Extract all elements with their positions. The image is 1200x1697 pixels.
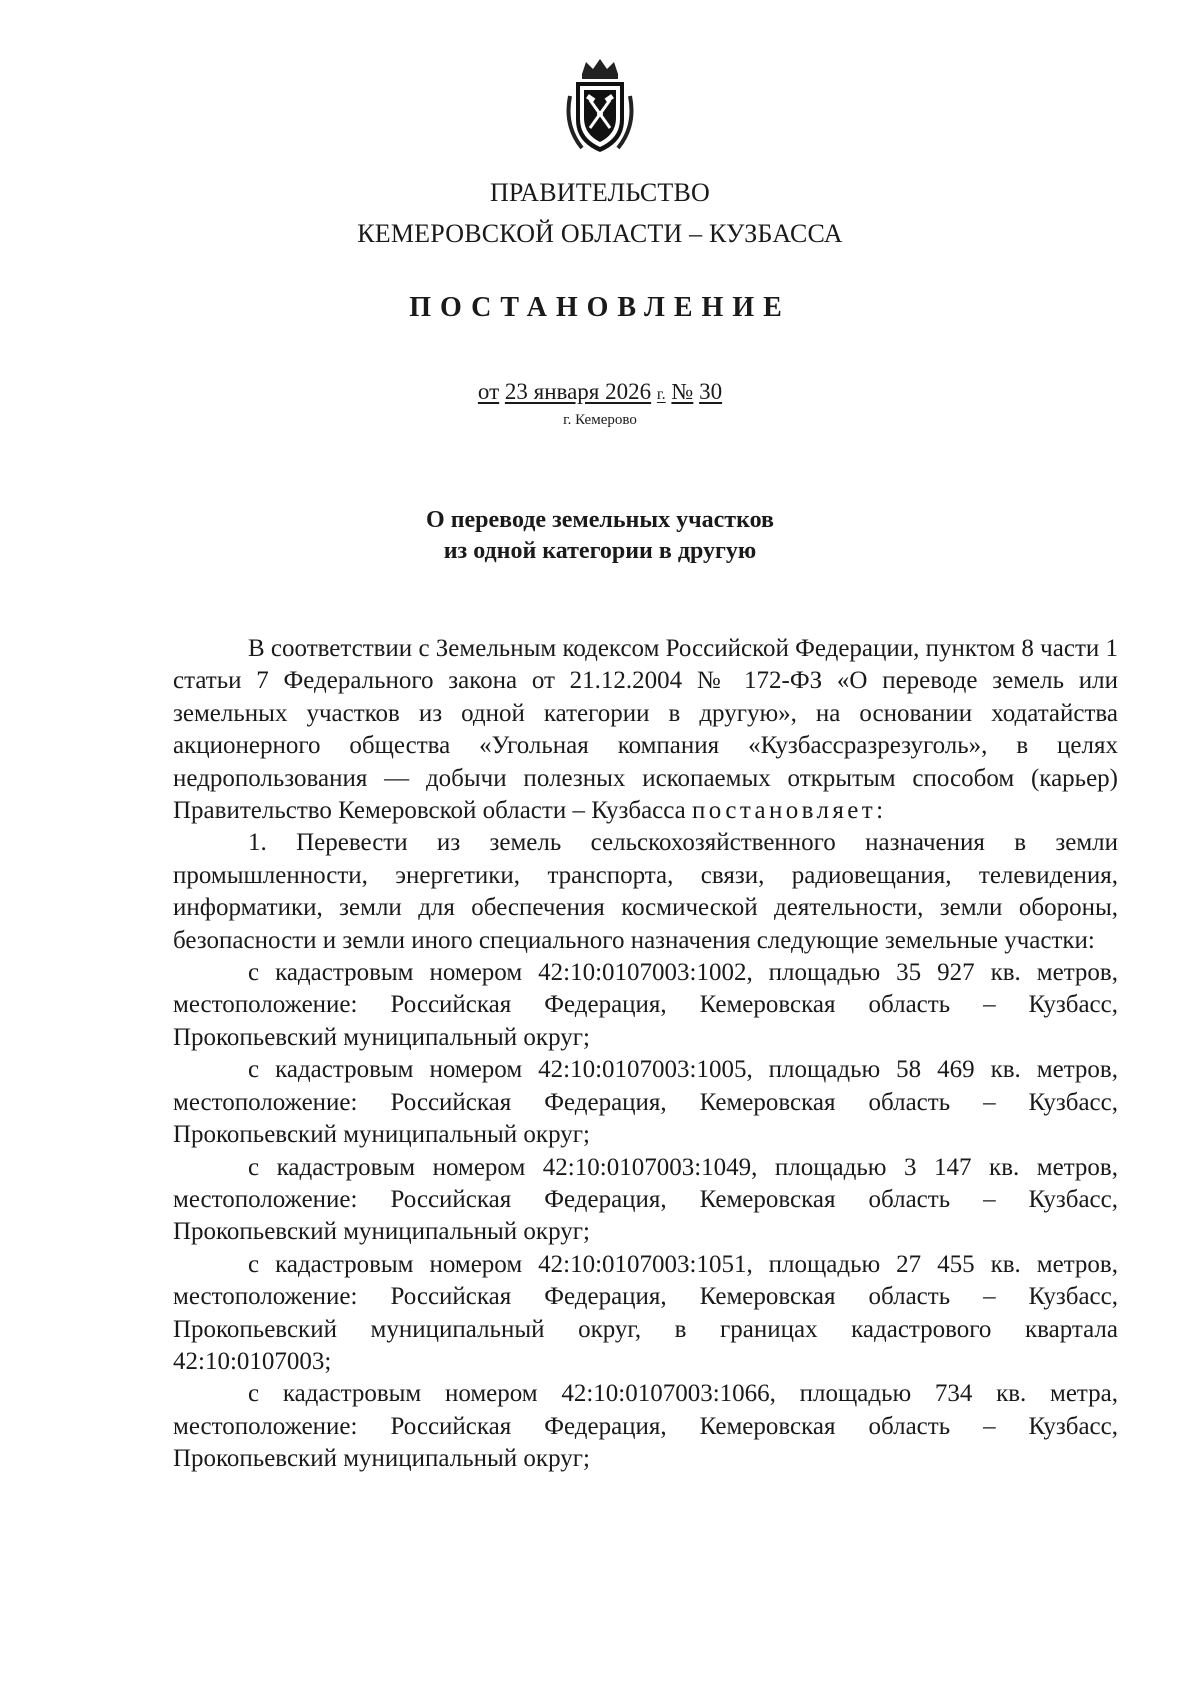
date-number-line bbox=[0, 379, 1200, 405]
coat-of-arms-icon bbox=[560, 56, 640, 156]
subject-line1: О переводе земельных участков bbox=[426, 507, 774, 533]
document-type-title: ПОСТАНОВЛЕНИЕ bbox=[409, 292, 791, 323]
preamble-paragraph bbox=[173, 633, 1118, 827]
preamble-text: В соответствии с Земельным кодексом Российской Федерации, пунктом 8 части 1 статьи 7 Федерального закона от 21.12.2004 № 172-ФЗ «О переводе земель или земельных участков из одной категории в другую», на основании ходатайства акционерного общества «Угольная компания «Кузбассразрезуголь», в целях недропользования — добычи полезных ископаемых открытым способом (карьер) Правительство Кемеровской области – Кузбасса bbox=[173, 635, 1118, 825]
parcel-paragraph: с кадастровым номером 42:10:0107003:1051, площадью 27 455 кв. метров, местоположение: Российская Федерация, Кемеровская область – Кузбасс, Прокопьевский муниципальный округ, в границах кадастрового квартала 42:10:0107003; bbox=[173, 1250, 1118, 1375]
parcel-paragraph: с кадастровым номером 42:10:0107003:1002, площадью 35 927 кв. метров, местоположение: Российская Федерация, Кемеровская область – Кузбасс, Прокопьевский муниципальный округ; bbox=[173, 959, 1118, 1051]
parcel-paragraph: с кадастровым номером 42:10:0107003:1005, площадью 58 469 кв. метров, местоположение: Российская Федерация, Кемеровская область – Кузбасс, Прокопьевский муниципальный округ; bbox=[173, 1056, 1118, 1149]
document-subject bbox=[0, 505, 1200, 567]
government-name-line1: ПРАВИТЕЛЬСТВО bbox=[489, 178, 711, 207]
parcel-paragraph: с кадастровым номером 42:10:0107003:1066, площадью 734 кв. метра, местоположение: Российская Федерация, Кемеровская область – Кузбасс, Прокопьевский муниципальный округ; bbox=[173, 1380, 1118, 1473]
government-name-line2: КЕМЕРОВСКОЙ ОБЛАСТИ – КУЗБАССА bbox=[357, 219, 843, 248]
item-1-paragraph: 1. Перевести из земель сельскохозяйственного назначения в земли промышленности, энергетики, транспорта, связи, радиовещания, телевидения, информатики, земли для обеспечения космической деятельности, земли обороны, безопасности и земли иного специального назначения следующие земельные участки: bbox=[173, 829, 1118, 954]
parcel-paragraph: с кадастровым номером 42:10:0107003:1049, площадью 3 147 кв. метров, местоположение: Российская Федерация, Кемеровская область – Кузбасс, Прокопьевский муниципальный округ; bbox=[173, 1153, 1118, 1246]
year-suffix: г. bbox=[656, 386, 666, 403]
number-sign: № bbox=[671, 379, 694, 404]
date-prefix: от bbox=[477, 379, 500, 404]
document-number: 30 bbox=[699, 379, 723, 404]
city-name: г. Кемерово bbox=[563, 412, 637, 428]
subject-line2: из одной категории в другую bbox=[443, 538, 757, 564]
decree-word: постановляет: bbox=[692, 797, 887, 825]
document-date: 23 января 2026 bbox=[504, 379, 652, 404]
document-body bbox=[173, 633, 1118, 1476]
